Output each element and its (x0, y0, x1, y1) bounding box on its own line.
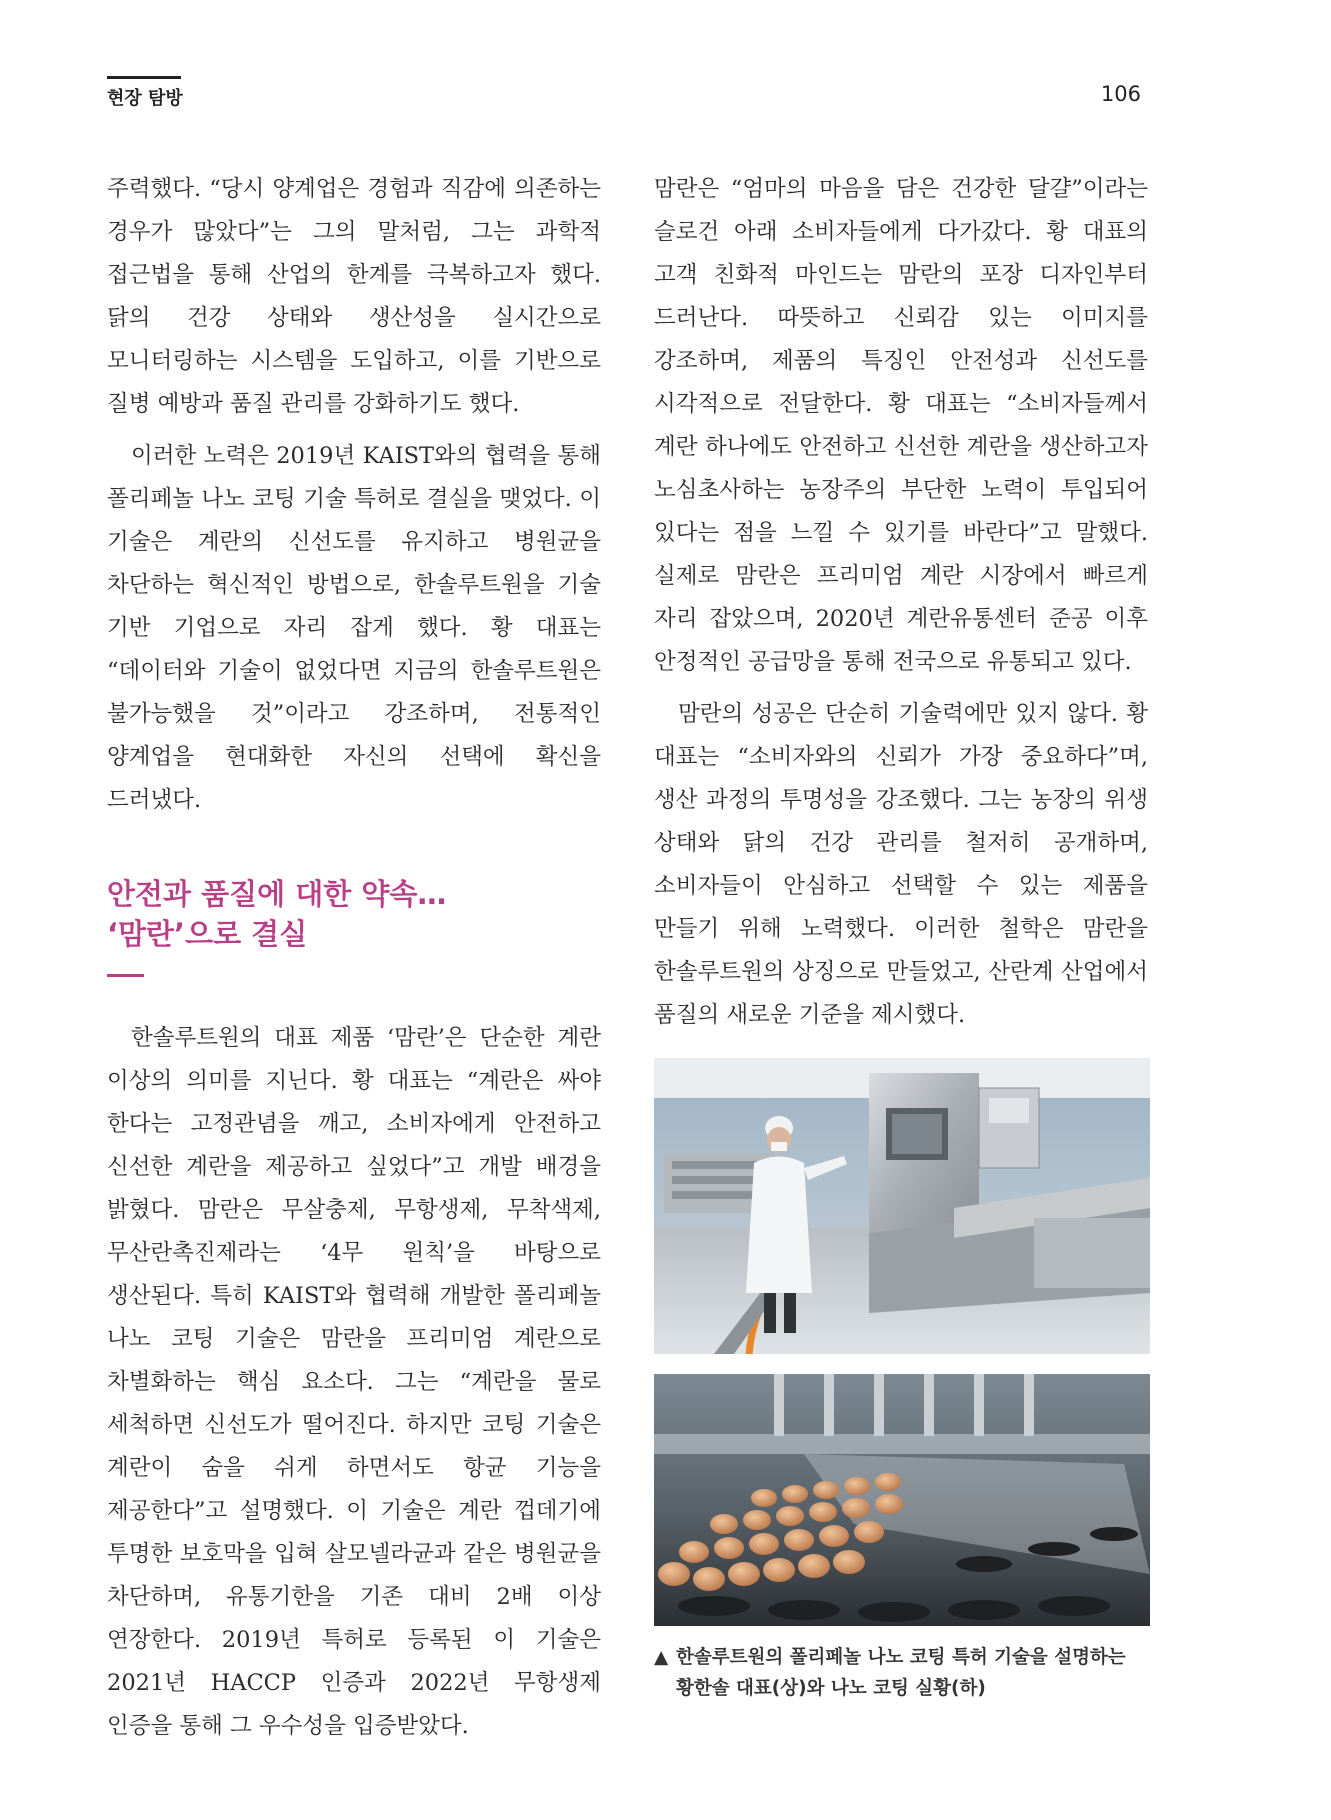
section-heading-line: ‘맘란’으로 결실 (107, 917, 308, 951)
body-paragraph: 맘란은 “엄마의 마음을 담은 건강한 달걀”이라는 슬로건 아래 소비자들에게 다가갔다. 황 대표의 고객 친화적 마인드는 맘란의 포장 디자인부터 드러난다. 따뜻하고 신뢰감 있는 이미지를 강조하며, 제품의 특징인 안전성과 신선도를 시각적으로 전달한다. 황 대표는 “소비자들께서 계란 하나에도 안전하고 신선한 계란을 생산하고자 노심초사하는 농장주의 부단한 노력이 투입되어 있다는 점을 느낄 수 있기를 바란다”고 말했다. 실제로 맘란은 프리미엄 계란 시장에서 빠르게 자리 잡았으며, 2020년 계란유통센터 준공 이후 안정적인 공급망을 통해 전국으로 유통되고 있다. (654, 176, 1148, 675)
body-paragraph: 주력했다. “당시 양계업은 경험과 직감에 의존하는 경우가 많았다”는 그의 말처럼, 그는 과학적 접근법을 통해 산업의 한계를 극복하고자 했다. 닭의 건강 상태와 생산성을 실시간으로 모니터링하는 시스템을 도입하고, 이를 기반으로 질병 예방과 품질 관리를 강화하기도 했다. (107, 176, 601, 417)
heading-underline (107, 974, 144, 977)
caption-line: 한솔루트원의 폴리페놀 나노 코팅 특허 기술을 설명하는 (676, 1647, 1126, 1668)
section-heading-line: 안전과 품질에 대한 약속… (107, 877, 447, 911)
photo-caption (654, 1642, 1150, 1704)
triangle-up-icon: ▲ (654, 1647, 669, 1668)
section-heading (107, 874, 601, 977)
photo-nano-coating-line (654, 1374, 1150, 1626)
page-number: 106 (1100, 82, 1141, 106)
header-rule (107, 76, 181, 79)
section-label: 현장 탐방 (107, 88, 183, 109)
body-paragraph: 이러한 노력은 2019년 KAIST와의 협력을 통해 폴리페놀 나노 코팅 기술 특허로 결실을 맺었다. 이 기술은 계란의 신선도를 유지하고 병원균을 차단하는 혁신적인 방법으로, 한솔루트원을 기술 기반 기업으로 자리 잡게 했다. 황 대표는 “데이터와 기술이 없었다면 지금의 한솔루트원은 불가능했을 것”이라고 강조하며, 전통적인 양계업을 현대화한 자신의 선택에 확신을 드러냈다. (107, 443, 601, 813)
left-column (107, 168, 601, 1757)
caption-line: 황한솔 대표(상)와 나노 코팅 실황(하) (676, 1678, 986, 1699)
body-paragraph: 맘란의 성공은 단순히 기술력에만 있지 않다. 황 대표는 “소비자와의 신뢰가 가장 중요하다”며, 생산 과정의 투명성을 강조했다. 그는 농장의 위생 상태와 닭의 건강 관리를 철저히 공개하며, 소비자들이 안심하고 선택할 수 있는 제품을 만들기 위해 노력했다. 이러한 철학은 맘란을 한솔루트원의 상징으로 만들었고, 산란계 산업에서 품질의 새로운 기준을 제시했다. (654, 701, 1148, 1028)
right-column (654, 168, 1148, 1046)
body-paragraph: 한솔루트원의 대표 제품 ‘맘란’은 단순한 계란 이상의 의미를 지닌다. 황 대표는 “계란은 싸야 한다는 고정관념을 깨고, 소비자에게 안전하고 신선한 계란을 제공하고 싶었다”고 개발 배경을 밝혔다. 맘란은 무살충제, 무항생제, 무착색제, 무산란촉진제라는 ‘4무 원칙’을 바탕으로 생산된다. 특히 KAIST와 협력해 개발한 폴리페놀 나노 코팅 기술은 맘란을 프리미엄 계란으로 차별화하는 핵심 요소다. 그는 “계란을 물로 세척하면 신선도가 떨어진다. 하지만 코팅 기술은 계란이 숨을 쉬게 하면서도 항균 기능을 제공한다”고 설명했다. 이 기술은 계란 껍데기에 투명한 보호막을 입혀 살모넬라균과 같은 병원균을 차단하며, 유통기한을 기존 대비 2배 이상 연장한다. 2019년 특허로 등록된 이 기술은 2021년 HACCP 인증과 2022년 무항생제 인증을 통해 그 우수성을 입증받았다. (107, 1025, 601, 1739)
photo-ceo-with-machine (654, 1058, 1150, 1354)
